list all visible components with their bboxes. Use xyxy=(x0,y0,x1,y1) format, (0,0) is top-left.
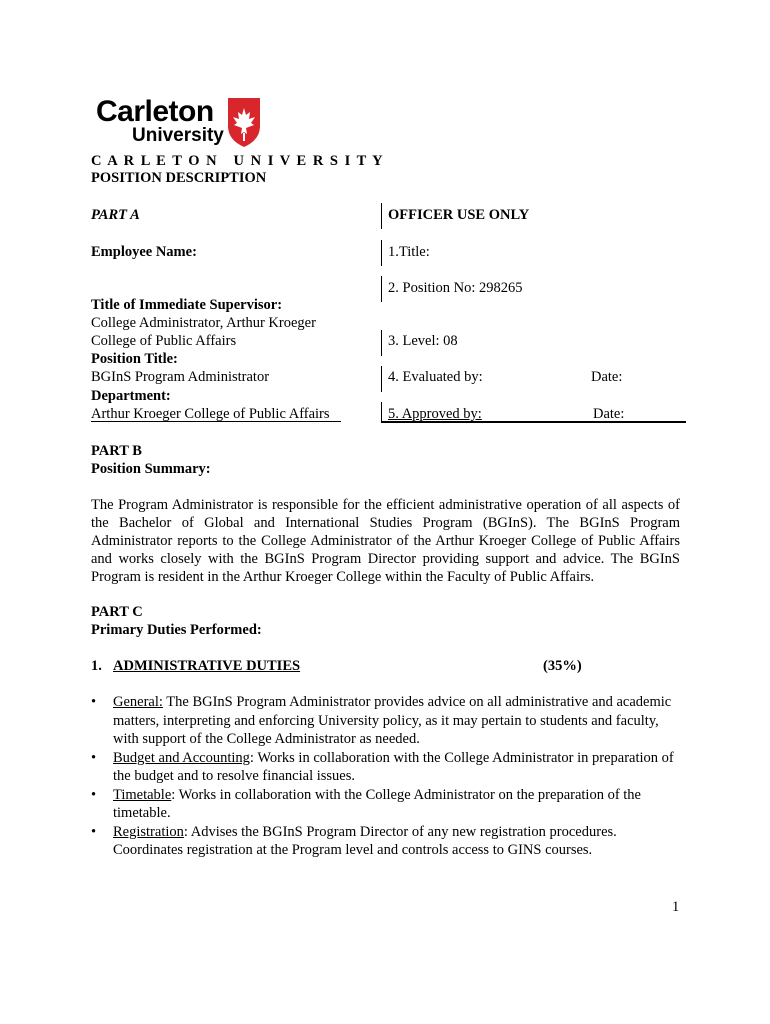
column-divider xyxy=(381,330,382,356)
bullet-icon: • xyxy=(91,786,97,803)
department-value: Arthur Kroeger College of Public Affairs xyxy=(91,406,330,422)
column-divider xyxy=(381,366,382,392)
carleton-logo xyxy=(96,96,266,150)
duty-term: General: xyxy=(113,694,163,710)
evaluated-date-field: Date: xyxy=(591,369,623,385)
page-number: 1 xyxy=(672,899,680,915)
document-title: POSITION DESCRIPTION xyxy=(91,170,267,186)
officer-title-field: 1.Title: xyxy=(388,244,430,260)
officer-use-heading: OFFICER USE ONLY xyxy=(388,207,530,223)
department-label: Department: xyxy=(91,388,171,404)
logo-name: Carleton xyxy=(96,95,214,128)
position-summary-text: The Program Administrator is responsible for the efficient administrative operation of all aspects of the Bachelor of Global and International Studies Program (BGInS). The BGInS Program Administrator reports to the College Administrator of the Arthur Kroeger College of Public Affairs and works closely with the BGInS Program Director providing support and advice. The BGInS Program is resident in the Arthur Kroeger College within the Faculty of Public Affairs. xyxy=(91,497,680,585)
list-item xyxy=(91,823,681,860)
duty-text: : Works in collaboration with the College Administrator on the preparation of the timetable. xyxy=(113,786,641,821)
duty-text: : Advises the BGInS Program Director of any new registration procedures. Coordinates registration at the Program level and controls access to GINS courses. xyxy=(113,823,617,858)
part-a-heading: PART A xyxy=(91,207,140,223)
bullet-icon: • xyxy=(91,823,97,840)
column-divider xyxy=(381,402,382,422)
university-heading: C A R L E T O N U N I V E R S I T Y xyxy=(91,153,385,169)
approved-by-field: 5. Approved by: xyxy=(388,406,482,422)
part-b-heading: PART B xyxy=(91,443,142,459)
primary-duties-heading: Primary Duties Performed: xyxy=(91,622,262,638)
bullet-icon: • xyxy=(91,694,97,710)
supervisor-college: College of Public Affairs xyxy=(91,333,237,349)
part-c-heading: PART C xyxy=(91,604,143,620)
column-divider xyxy=(381,276,382,302)
duty-term: Timetable xyxy=(113,786,172,803)
evaluated-by-field: 4. Evaluated by: xyxy=(388,369,483,385)
table-bottom-rule xyxy=(381,421,686,423)
employee-name-label: Employee Name: xyxy=(91,244,197,260)
duty-term: Budget and Accounting xyxy=(113,749,250,766)
duty-section-percent: (35%) xyxy=(543,658,582,674)
column-divider xyxy=(381,203,382,229)
duty-section-number: 1. xyxy=(91,658,102,674)
position-number: 2. Position No: 298265 xyxy=(388,280,523,296)
duties-list xyxy=(91,693,681,860)
supervisor-label: Title of Immediate Supervisor: xyxy=(91,297,283,313)
duty-text: The BGInS Program Administrator provides advice on all administrative and academic matters, interpreting and enforcing University policy, as it may pertain to students and faculty, with support of the College Administrator as needed. xyxy=(113,694,672,747)
duty-section-title: ADMINISTRATIVE DUTIES xyxy=(113,658,301,674)
duty-text: : Works in collaboration with the College Administrator in preparation of the budget and to resolve financial issues. xyxy=(113,749,674,784)
logo-sub: University xyxy=(132,125,224,146)
approved-date-field: Date: xyxy=(593,406,625,422)
duty-term: Registration xyxy=(113,823,184,840)
column-divider xyxy=(381,240,382,266)
department-underline xyxy=(91,421,341,422)
position-summary-heading: Position Summary: xyxy=(91,461,211,477)
maple-leaf-shield-icon xyxy=(226,96,262,148)
level-field: 3. Level: 08 xyxy=(388,333,458,349)
position-title-value: BGInS Program Administrator xyxy=(91,369,270,385)
list-item xyxy=(91,786,681,823)
list-item xyxy=(91,693,681,749)
position-title-label: Position Title: xyxy=(91,351,178,367)
list-item xyxy=(91,749,681,786)
supervisor-title: College Administrator, Arthur Kroeger xyxy=(91,315,316,331)
bullet-icon: • xyxy=(91,749,97,766)
